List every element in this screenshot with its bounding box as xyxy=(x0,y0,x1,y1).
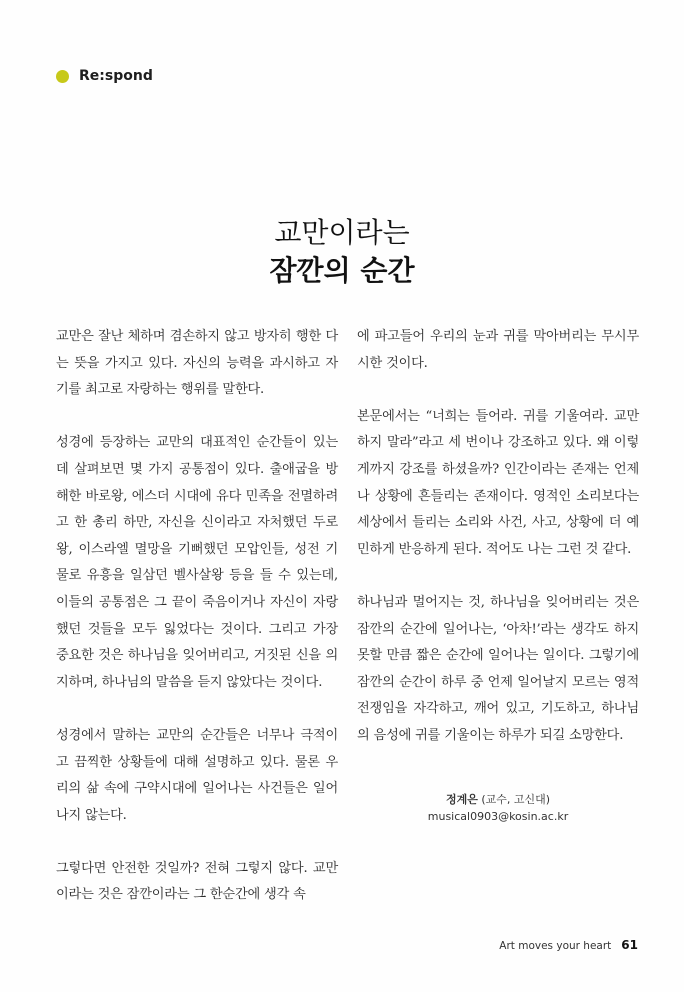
footer-tagline: Art moves your heart xyxy=(499,940,612,952)
section-header xyxy=(56,68,153,84)
paragraph: 그렇다면 안전한 것일까? 전혀 그렇지 않다. 교만이라는 것은 잠깐이라는 그 한순간에 생각 속 xyxy=(56,860,338,903)
author-email: musical0903@kosin.ac.kr xyxy=(427,810,569,823)
author-name: 정계은 xyxy=(445,793,478,806)
paragraph: 성경에 등장하는 교만의 대표적인 순간들이 있는데 살펴보면 몇 가지 공통점이 있다. 출애굽을 방해한 바로왕, 에스더 시대에 유다 민족을 전멸하려고 한 총리 하만, 자신을 신이라고 자처했던 두로왕, 이스라엘 멸망을 기뻐했던 모압인들, 성전 기물로 유흥을 일삼던 벨사살왕 등을 들 수 있는데, 이들의 공통점은 그 끝이 죽음이거나 자신이 자랑했던 것들을 모두 잃었다는 것이다. 그리고 가장 중요한 것은 하나님을 잊어버리고, 거짓된 신을 의지하며, 하나님의 말씀을 듣지 않았다는 것이다. xyxy=(56,435,338,690)
paragraph: 교만은 잘난 체하며 겸손하지 않고 방자히 행한 다는 뜻을 가지고 있다. 자신의 능력을 과시하고 자기를 최고로 자랑하는 행위를 말한다. xyxy=(56,329,338,398)
paragraph: 에 파고들어 우리의 눈과 귀를 막아버리는 무시무시한 것이다. xyxy=(357,329,639,371)
paragraph: 본문에서는 “너희는 들어라. 귀를 기울여라. 교만하지 말라”라고 세 번이나 강조하고 있다. 왜 이렇게까지 강조를 하셨을까? 인간이라는 존재는 언제나 상황에 흔들리는 존재이다. 영적인 소리보다는 세상에서 들리는 소리와 사건, 사고, 상황에 더 예민하게 반응하게 된다. 적어도 나는 그런 것 같다. xyxy=(357,408,639,557)
left-column xyxy=(56,324,338,936)
page-footer xyxy=(499,938,638,952)
article-title xyxy=(0,214,684,290)
dot-bullet-icon xyxy=(56,70,69,83)
right-column xyxy=(357,324,639,776)
title-line-2: 잠깐의 순간 xyxy=(269,254,415,287)
page-number: 61 xyxy=(621,938,638,952)
paragraph: 성경에서 말하는 교만의 순간들은 너무나 극적이고 끔찍한 상황들에 대해 설명하고 있다. 물론 우리의 삶 속에 구약시대에 일어나는 사건들은 일어나지 않는다. xyxy=(56,727,338,823)
author-credit xyxy=(357,791,639,825)
section-label: Re:spond xyxy=(79,68,153,84)
title-line-1: 교만이라는 xyxy=(274,216,410,249)
author-affiliation: (교수, 고신대) xyxy=(481,793,551,806)
paragraph: 하나님과 멀어지는 것, 하나님을 잊어버리는 것은 잠깐의 순간에 일어나는, ‘아차!’라는 생각도 하지 못할 만큼 짧은 순간에 일어나는 일이다. 그렇기에 잠깐의 순간이 하루 중 언제 일어날지 모르는 영적 전쟁임을 자각하고, 깨어 있고, 기도하고, 하나님의 음성에 귀를 기울이는 하루가 되길 소망한다. xyxy=(357,594,639,743)
